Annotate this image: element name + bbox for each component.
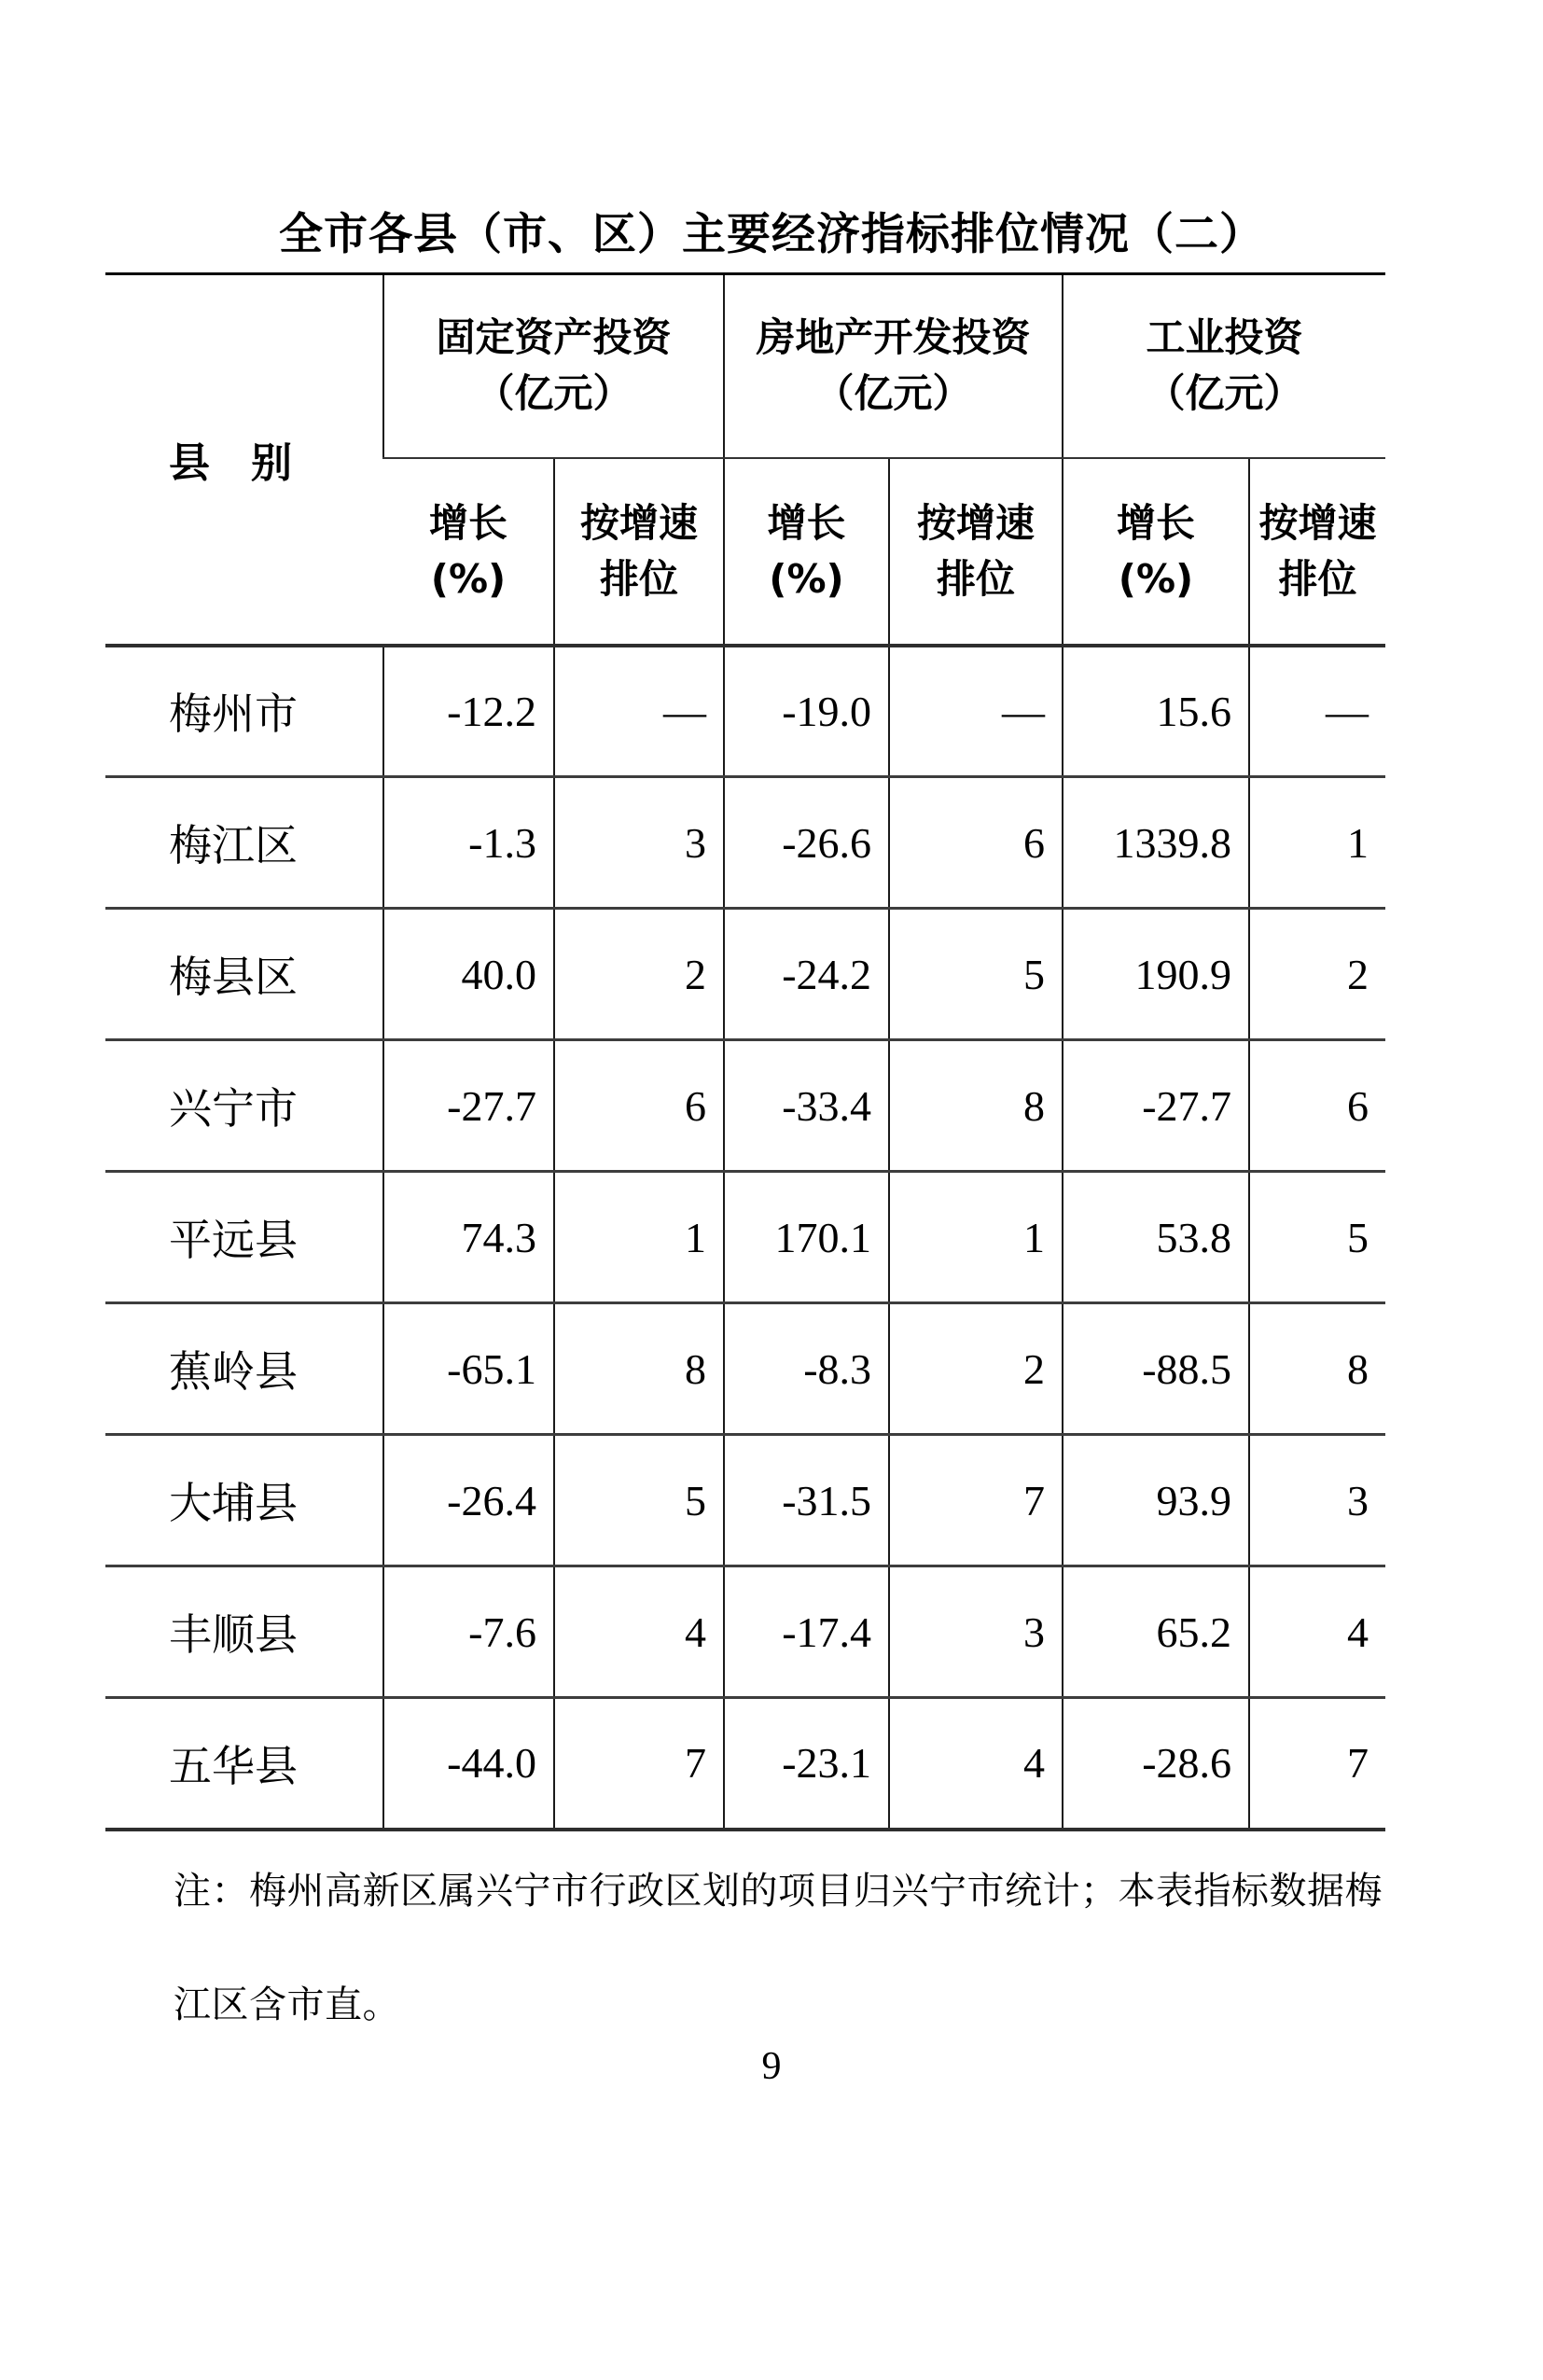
group-header-name: 房地产开发投资 [756,314,1031,361]
page-title: 全市各县（市、区）主要经济指标排位情况（二） [279,209,1264,260]
value-cell: -88.5 [1063,1303,1249,1435]
region-cell: 梅州市 [105,646,383,777]
region-cell: 蕉岭县 [105,1303,383,1435]
sub-header-growth: 增长 (%) [383,458,554,646]
region-cell: 兴宁市 [105,1040,383,1172]
value-cell: 40.0 [383,909,554,1040]
document-page [0,198,1543,2380]
value-cell: -44.0 [383,1698,554,1830]
value-cell: -19.0 [724,646,889,777]
region-cell: 丰顺县 [105,1566,383,1698]
value-cell: 170.1 [724,1172,889,1303]
value-cell: 7 [1249,1698,1385,1830]
value-cell: -26.4 [383,1435,554,1566]
value-cell: -24.2 [724,909,889,1040]
value-cell: -31.5 [724,1435,889,1566]
value-cell: — [889,646,1063,777]
value-cell: 8 [889,1040,1063,1172]
value-cell: 3 [889,1566,1063,1698]
value-cell: 6 [1249,1040,1385,1172]
value-cell: -33.4 [724,1040,889,1172]
value-cell: 5 [554,1435,724,1566]
value-cell: 190.9 [1063,909,1249,1040]
table-row [105,1040,1385,1172]
region-cell: 平远县 [105,1172,383,1303]
value-cell: -23.1 [724,1698,889,1830]
sub-header-rank: 按增速 排位 [554,458,724,646]
group-header-real-estate-investment [724,274,1063,458]
corner-header-region: 县 别 [105,274,383,646]
value-cell: 7 [554,1698,724,1830]
value-cell: 8 [554,1303,724,1435]
value-cell: -28.6 [1063,1698,1249,1830]
region-cell: 梅县区 [105,909,383,1040]
table-row [105,1172,1385,1303]
value-cell: 4 [554,1566,724,1698]
value-cell: 65.2 [1063,1566,1249,1698]
value-cell: 4 [889,1698,1063,1830]
value-cell: 6 [889,777,1063,909]
value-cell: -27.7 [383,1040,554,1172]
value-cell: — [1249,646,1385,777]
value-cell: -27.7 [1063,1040,1249,1172]
sub-header-growth: 增长 (%) [1063,458,1249,646]
table-row [105,1435,1385,1566]
region-cell: 梅江区 [105,777,383,909]
group-header-name: 工业投资 [1146,314,1303,361]
value-cell: 7 [889,1435,1063,1566]
value-cell: 4 [1249,1566,1385,1698]
value-cell: 74.3 [383,1172,554,1303]
region-cell: 五华县 [105,1698,383,1830]
table-row [105,909,1385,1040]
page-number: 9 [761,2044,782,2088]
group-header-unit: （亿元） [1146,370,1303,417]
table-row [105,1566,1385,1698]
value-cell: -65.1 [383,1303,554,1435]
table-row [105,777,1385,909]
table-row [105,646,1385,777]
group-header-name: 固定资产投资 [436,314,672,361]
value-cell: -1.3 [383,777,554,909]
value-cell: 1 [889,1172,1063,1303]
footnote-line: 注：梅州高新区属兴宁市行政区划的项目归兴宁市统计；本表指标数据梅 [174,1869,1383,1912]
value-cell: 3 [554,777,724,909]
value-cell: -12.2 [383,646,554,777]
sub-header-rank: 按增速 排位 [1249,458,1385,646]
value-cell: -8.3 [724,1303,889,1435]
value-cell: 93.9 [1063,1435,1249,1566]
group-header-unit: （亿元） [814,370,972,417]
economic-indicators-table [105,272,1385,1831]
value-cell: 6 [554,1040,724,1172]
value-cell: -26.6 [724,777,889,909]
group-header-fixed-asset-investment [383,274,724,458]
value-cell: 1 [554,1172,724,1303]
value-cell: 15.6 [1063,646,1249,777]
group-header-unit: （亿元） [475,370,632,417]
value-cell: — [554,646,724,777]
table-row [105,1303,1385,1435]
region-cell: 大埔县 [105,1435,383,1566]
table-footnote [174,1867,1394,2029]
value-cell: 5 [889,909,1063,1040]
value-cell: 3 [1249,1435,1385,1566]
footnote-line: 江区含市直。 [174,1983,400,2025]
value-cell: 5 [1249,1172,1385,1303]
value-cell: 2 [889,1303,1063,1435]
sub-header-rank: 按增速 排位 [889,458,1063,646]
value-cell: 1339.8 [1063,777,1249,909]
value-cell: 2 [1249,909,1385,1040]
value-cell: -17.4 [724,1566,889,1698]
value-cell: -7.6 [383,1566,554,1698]
value-cell: 8 [1249,1303,1385,1435]
table-row [105,1698,1385,1830]
value-cell: 1 [1249,777,1385,909]
sub-header-growth: 增长 (%) [724,458,889,646]
value-cell: 53.8 [1063,1172,1249,1303]
group-header-industrial-investment [1063,274,1385,458]
value-cell: 2 [554,909,724,1040]
